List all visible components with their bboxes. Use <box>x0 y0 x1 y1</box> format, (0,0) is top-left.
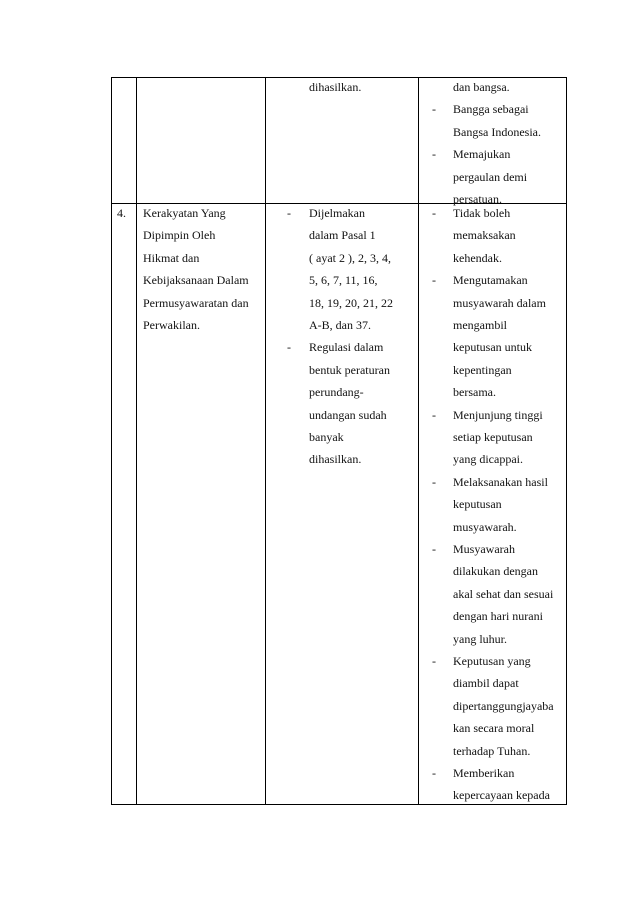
bullet-dash: - <box>432 766 436 780</box>
bullet-dash: - <box>432 206 436 220</box>
column-divider <box>136 77 137 805</box>
value-text: Keputusan yang <box>453 654 531 668</box>
implementation-text: 18, 19, 20, 21, 22 <box>309 295 393 310</box>
value-text: musyawarah dalam <box>453 295 546 310</box>
implementation-text: perundang- <box>309 385 364 400</box>
value-text: Memajukan <box>453 147 511 162</box>
table-right-border <box>566 77 567 805</box>
principle-text: Perwakilan. <box>143 318 200 332</box>
value-text: kan secara moral <box>453 721 535 736</box>
value-text: kepentingan <box>453 362 512 377</box>
value-text: yang dicappai. <box>453 452 523 467</box>
value-text: Memberikan <box>453 766 515 780</box>
bullet-dash: - <box>432 407 436 422</box>
bullet-dash: - <box>432 102 436 117</box>
implementation-text: dihasilkan. <box>309 80 362 94</box>
value-text: kepercayaan kepada <box>453 788 550 803</box>
value-text: Bangga sebagai <box>453 102 529 117</box>
value-text: keputusan untuk <box>453 340 532 355</box>
value-text: memaksakan <box>453 228 516 243</box>
implementation-text: A-B, dan 37. <box>309 318 371 332</box>
value-text: setiap keputusan <box>453 430 533 444</box>
bullet-dash: - <box>432 273 436 288</box>
value-text: pergaulan demi <box>453 169 528 184</box>
bullet-dash: - <box>287 206 291 220</box>
value-text: Tidak boleh <box>453 206 511 220</box>
value-text: Musyawarah <box>453 542 515 556</box>
principle-text: Kebijaksanaan Dalam <box>143 273 249 288</box>
row-number: 4. <box>117 206 126 220</box>
bullet-dash: - <box>287 340 291 355</box>
principle-text: Dipimpin Oleh <box>143 228 216 243</box>
value-text: Mengutamakan <box>453 273 528 288</box>
column-divider <box>265 77 266 805</box>
implementation-text: dalam Pasal 1 <box>309 228 376 243</box>
value-text: keputusan <box>453 497 502 512</box>
implementation-text: 5, 6, 7, 11, 16, <box>309 273 378 288</box>
value-text: dan bangsa. <box>453 80 510 94</box>
bullet-dash: - <box>432 474 436 489</box>
value-text: Melaksanakan hasil <box>453 474 548 489</box>
value-text: yang luhur. <box>453 631 507 646</box>
principle-text: Hikmat dan <box>143 250 200 265</box>
table-top-border <box>111 77 567 78</box>
bullet-dash: - <box>432 147 436 162</box>
value-text: akal sehat dan sesuai <box>453 586 554 601</box>
implementation-text: ( ayat 2 ), 2, 3, 4, <box>309 250 391 265</box>
value-text: kehendak. <box>453 250 502 265</box>
value-text: Bangsa Indonesia. <box>453 124 541 139</box>
value-text: musyawarah. <box>453 519 517 534</box>
principle-text: Kerakyatan Yang <box>143 206 226 220</box>
implementation-text: Dijelmakan <box>309 206 365 220</box>
value-text: dengan hari nurani <box>453 609 543 624</box>
value-text: diambil dapat <box>453 676 519 691</box>
value-text: dipertanggungjayaba <box>453 698 554 713</box>
implementation-text: dihasilkan. <box>309 452 362 467</box>
value-text: mengambil <box>453 318 507 332</box>
value-text: dilakukan dengan <box>453 564 538 579</box>
implementation-text: Regulasi dalam <box>309 340 384 355</box>
implementation-text: undangan sudah <box>309 407 387 422</box>
value-text: persatuan. <box>453 192 502 206</box>
table-left-border <box>111 77 112 805</box>
value-text: terhadap Tuhan. <box>453 743 531 758</box>
value-text: Menjunjung tinggi <box>453 407 543 422</box>
implementation-text: bentuk peraturan <box>309 362 390 377</box>
bullet-dash: - <box>432 654 436 668</box>
implementation-text: banyak <box>309 430 344 444</box>
table-bottom-border <box>111 804 567 805</box>
column-divider <box>418 77 419 805</box>
principle-text: Permusyawaratan dan <box>143 295 249 310</box>
value-text: bersama. <box>453 385 496 400</box>
bullet-dash: - <box>432 542 436 556</box>
